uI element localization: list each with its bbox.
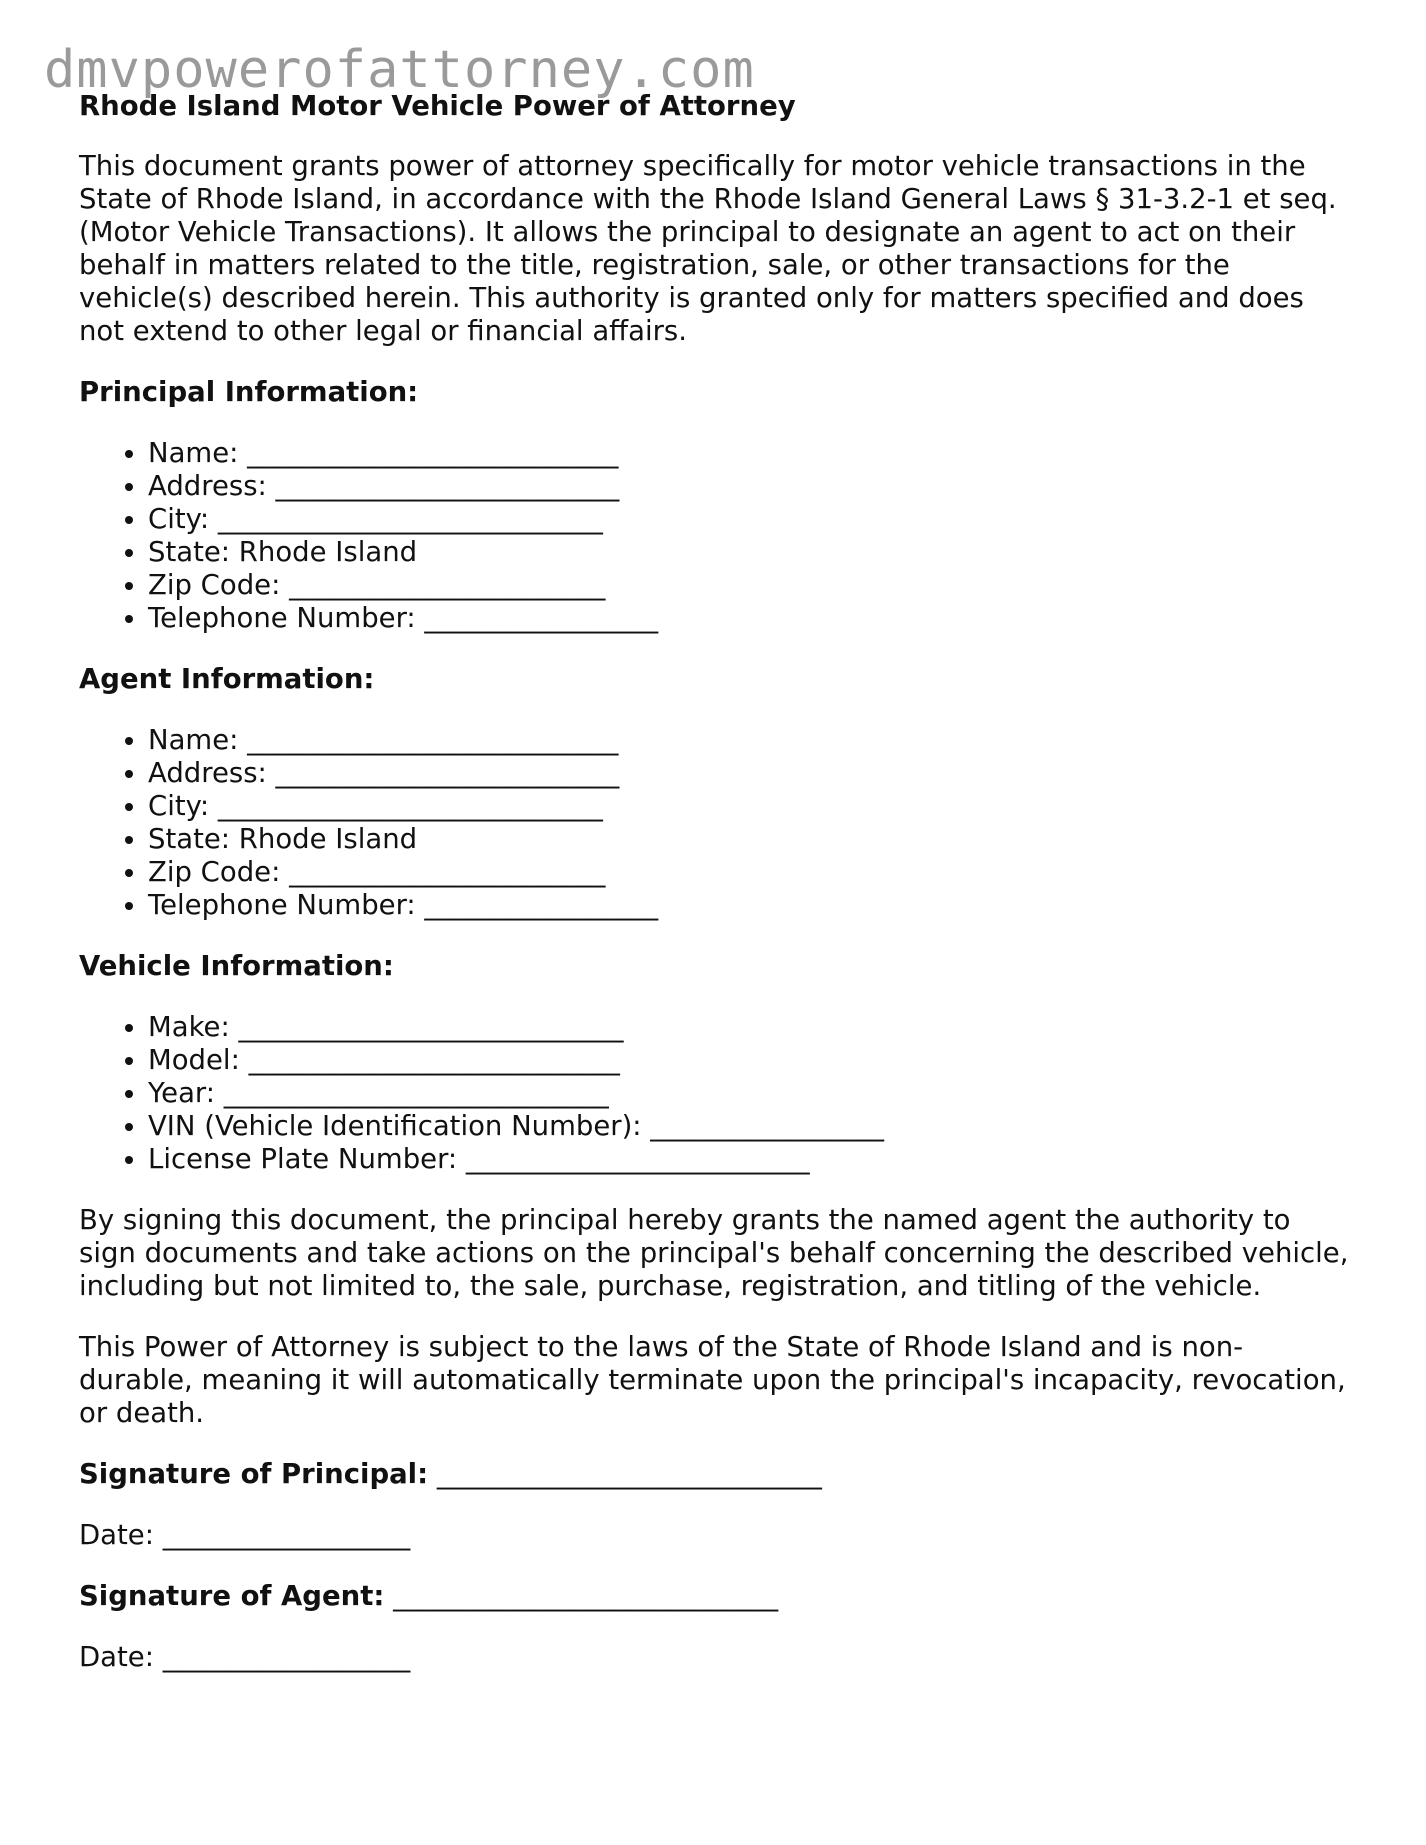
agent-signature-blank: ____________________________ (393, 1580, 779, 1612)
document (79, 90, 1349, 1702)
agent-heading: Agent Information: (79, 663, 375, 695)
vehicle-year-field: • Year: ____________________________ (148, 1077, 1349, 1110)
watermark: dmvpowerofattorney.com (44, 40, 755, 100)
agent-date-line: Date: __________________ (79, 1641, 411, 1673)
principal-signature-label: Signature of Principal: (79, 1458, 429, 1490)
vehicle-vin-field: • VIN (Vehicle Identification Number): _________________ (148, 1110, 1349, 1143)
principal-phone-field: • Telephone Number: _________________ (148, 602, 1349, 635)
vehicle-list (79, 1011, 1349, 1176)
principal-heading: Principal Information: (79, 376, 419, 408)
agent-signature-line (79, 1580, 1349, 1613)
intro-paragraph: This document grants power of attorney specifically for motor vehicle transactions in the State of Rhode Island, in accordance with the Rhode Island General Laws § 31-3.2-1 et seq. (Motor Vehicle Transactions). It allows the principal to designate an agent to act on their behalf in matters related to the title, registration, sale, or other transactions for the vehicle(s) described herein. This authority is granted only for matters specified and does not extend to other legal or financial affairs. (79, 150, 1337, 347)
vehicle-heading: Vehicle Information: (79, 950, 394, 982)
principal-signature-blank: ____________________________ (436, 1458, 822, 1490)
agent-address-field: • Address: _________________________ (148, 757, 1349, 790)
agent-phone-field: • Telephone Number: _________________ (148, 889, 1349, 922)
vehicle-model-field: • Model: ___________________________ (148, 1044, 1349, 1077)
law-paragraph: This Power of Attorney is subject to the laws of the State of Rhode Island and is non-durable, meaning it will automatically terminate upon the principal's incapacity, revocation, or death. (79, 1331, 1346, 1429)
agent-signature-label: Signature of Agent: (79, 1580, 385, 1612)
agent-city-field: • City: ____________________________ (148, 790, 1349, 823)
agent-name-field: • Name: ___________________________ (148, 724, 1349, 757)
vehicle-plate-field: • License Plate Number: _________________________ (148, 1143, 1349, 1176)
principal-state-field: • State: Rhode Island (148, 536, 1349, 569)
document-title: Rhode Island Motor Vehicle Power of Attorney (79, 90, 796, 122)
principal-zip-field: • Zip Code: _______________________ (148, 569, 1349, 602)
principal-signature-line (79, 1458, 1349, 1491)
principal-date-line: Date: __________________ (79, 1519, 411, 1551)
principal-name-field: • Name: ___________________________ (148, 437, 1349, 470)
authority-paragraph: By signing this document, the principal hereby grants the named agent the authority to sign documents and take actions on the principal's behalf concerning the described vehicle, including but not limited to, the sale, purchase, registration, and titling of the vehicle. (79, 1204, 1349, 1302)
principal-address-field: • Address: _________________________ (148, 470, 1349, 503)
principal-city-field: • City: ____________________________ (148, 503, 1349, 536)
vehicle-make-field: • Make: ____________________________ (148, 1011, 1349, 1044)
agent-list (79, 724, 1349, 922)
agent-zip-field: • Zip Code: _______________________ (148, 856, 1349, 889)
principal-list (79, 437, 1349, 635)
agent-state-field: • State: Rhode Island (148, 823, 1349, 856)
